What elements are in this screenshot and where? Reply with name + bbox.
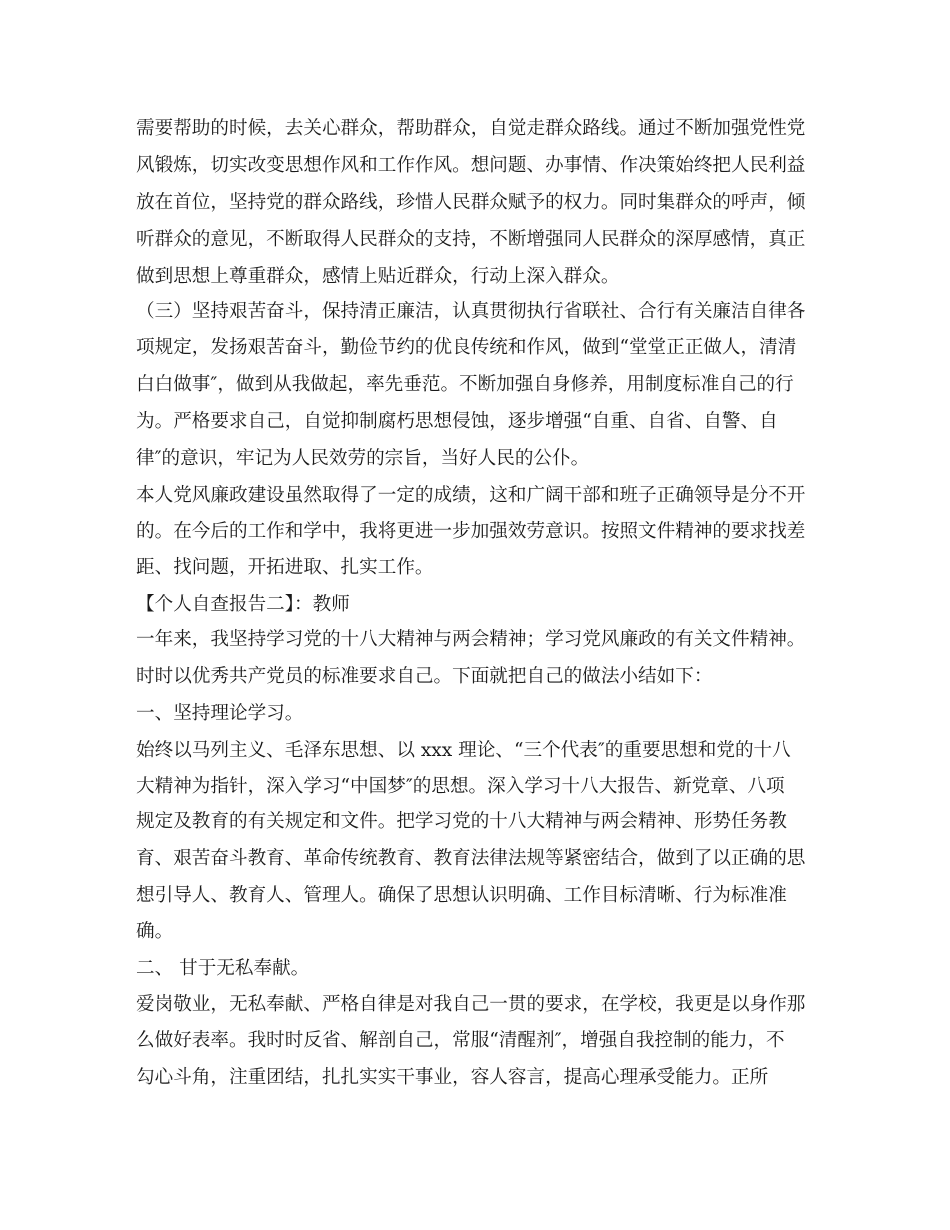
text-line: 本人党风廉政建设虽然取得了一定的成绩，这和广阔干部和班子正确领导是分不开 <box>136 485 806 506</box>
text-line: 么做好表率。我时时反省、解剖自己，常服“清醒剂″，增强自我控制的能力，不 <box>136 1030 785 1051</box>
text-line: 风锻炼，切实改变思想作风和工作作风。想问题、办事情、作决策始终把人民利益 <box>136 155 806 176</box>
text-line: 听群众的意见，不断取得人民群众的支持，不断增强同人民群众的深厚感情，真正 <box>136 229 806 250</box>
section-heading: 二、 甘于无私奉献。 <box>136 958 310 979</box>
text-line: 一年来，我坚持学习党的十八大精神与两会精神；学习党风廉政的有关文件精神。 <box>136 629 806 650</box>
text-line: 时时以优秀共产党员的标准要求自己。下面就把自己的做法小结如下： <box>136 666 713 687</box>
text-line: 确。 <box>136 921 174 942</box>
text-line: 律″的意识，牢记为人民效劳的宗旨，当好人民的公仆。 <box>136 448 590 469</box>
text-line: 始终以马列主义、毛泽东思想、以 xxx 理论、“三个代表″的重要思想和党的十八 <box>136 740 791 761</box>
text-line: 大精神为指针，深入学习“中国梦″的思想。深入学习十八大报告、新党章、八项 <box>136 776 785 797</box>
text-line: 的。在今后的工作和学中，我将更进一步加强效劳意识。按照文件精神的要求找差 <box>136 521 806 542</box>
text-line: 放在首位，坚持党的群众路线，珍惜人民群众赋予的权力。同时集群众的呼声，倾 <box>136 192 806 213</box>
section-heading: 【个人自查报告二】：教师 <box>136 594 350 615</box>
text-line: 规定及教育的有关规定和文件。把学习党的十八大精神与两会精神、形势任务教 <box>136 811 787 832</box>
text-line: 需要帮助的时候，去关心群众，帮助群众，自觉走群众路线。通过不断加强党性党 <box>136 118 806 139</box>
text-line: 为。严格要求自己，自觉抑制腐朽思想侵蚀，逐步增强“自重、自省、自警、自 <box>136 411 778 432</box>
text-line: 项规定，发扬艰苦奋斗，勤俭节约的优良传统和作风，做到“堂堂正正做人，清清 <box>136 337 797 358</box>
text-line: （三）坚持艰苦奋斗，保持清正廉洁，认真贯彻执行省联社、合行有关廉洁自律各 <box>136 301 806 322</box>
text-line: 想引导人、教育人、管理人。确保了思想认识明确、工作目标清晰、行为标准准 <box>136 885 787 906</box>
text-line: 距、找问题，开拓进取、扎实工作。 <box>136 557 434 578</box>
text-line: 爱岗敬业，无私奉献、严格自律是对我自己一贯的要求，在学校，我更是以身作那 <box>136 994 806 1015</box>
section-heading: 一、坚持理论学习。 <box>136 703 304 724</box>
text-line: 白白做事″，做到从我做起，率先垂范。不断加强自身修养，用制度标准自己的行 <box>136 374 794 395</box>
text-line: 勾心斗角，注重团结，扎扎实实干事业，容人容言，提高心理承受能力。正所 <box>136 1067 769 1088</box>
text-line: 做到思想上尊重群众，感情上贴近群众，行动上深入群众。 <box>136 266 620 287</box>
text-line: 育、艰苦奋斗教育、革命传统教育、教育法律法规等紧密结合，做到了以正确的思 <box>136 848 806 869</box>
